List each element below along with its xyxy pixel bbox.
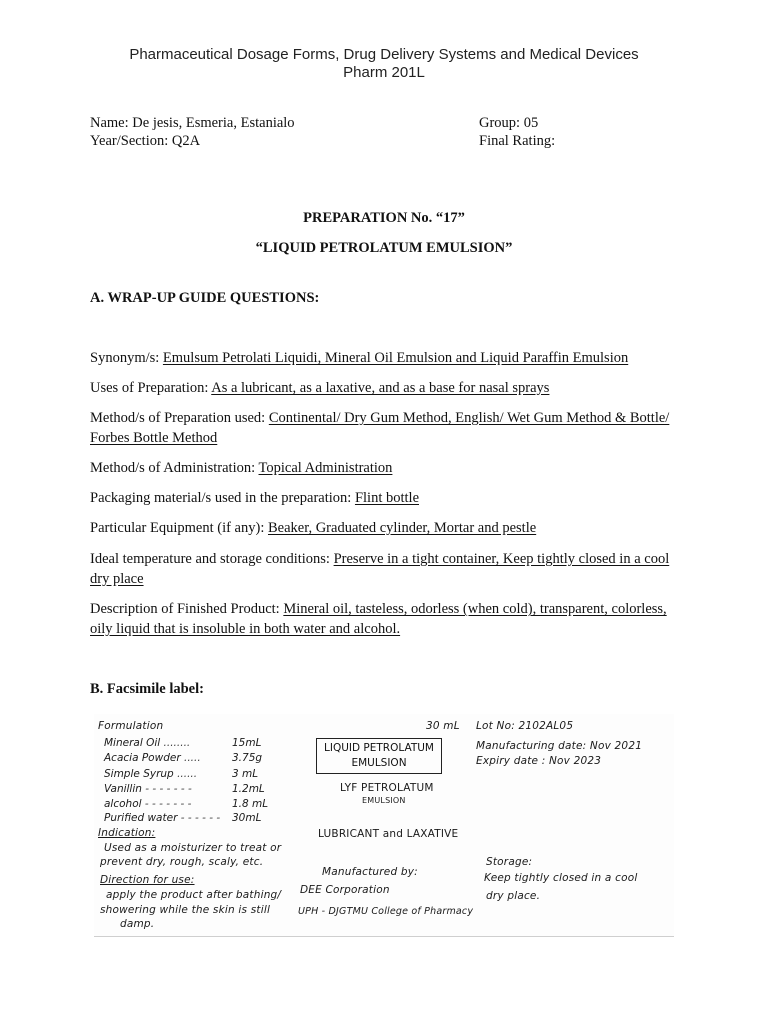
- manufacturing-date: Manufacturing date: Nov 2021: [476, 740, 643, 752]
- group-value: 05: [523, 115, 539, 131]
- manufactured-by: Manufactured by:: [322, 866, 418, 878]
- qa-methods-administration: [90, 458, 680, 478]
- direction-line: damp.: [120, 918, 155, 930]
- qa-uses: [90, 378, 680, 398]
- name-line: [90, 114, 295, 132]
- course-header: [0, 46, 768, 82]
- direction-line: showering while the skin is still: [100, 904, 271, 916]
- qa-answer: Preserve in a tight container, Keep tightly closed in a cool dry place: [90, 551, 670, 587]
- name-label: Name:: [90, 115, 129, 131]
- product-name-line: EMULSION: [351, 757, 407, 769]
- qa-label: Description of Finished Product:: [90, 601, 280, 617]
- qa-label: Uses of Preparation:: [90, 380, 209, 396]
- ingredient-row: Mineral Oil ........ 15mL: [104, 737, 262, 749]
- storage-line: dry place.: [486, 890, 541, 902]
- direction-line: apply the product after bathing/: [106, 889, 282, 901]
- direction-title: Direction for use:: [100, 874, 195, 886]
- qa-answer: Flint bottle: [354, 490, 419, 506]
- rating-line: [479, 132, 555, 150]
- indication-title: Indication:: [98, 827, 156, 839]
- qa-synonyms: [90, 348, 680, 368]
- qa-answer: Emulsum Petrolati Liquidi, Mineral Oil Emulsion and Liquid Paraffin Emulsion: [162, 350, 629, 366]
- facsimile-label: [94, 714, 674, 937]
- company-name: DEE Corporation: [300, 884, 390, 896]
- product-use: LUBRICANT and LAXATIVE: [318, 828, 459, 840]
- qa-label: Synonym/s:: [90, 350, 160, 366]
- qa-answer: Beaker, Graduated cylinder, Mortar and pestle: [267, 520, 537, 536]
- abbrev-name: LYF PETROLATUM: [340, 782, 434, 794]
- school-name: UPH - DJGTMU College of Pharmacy: [298, 906, 474, 917]
- ingredient-row: Simple Syrup ...... 3 mL: [104, 768, 259, 780]
- formulation-title: Formulation: [98, 720, 164, 732]
- section-b-title: B. Facsimile label:: [90, 681, 204, 697]
- course-title: Pharmaceutical Dosage Forms, Drug Delivery Systems and Medical Devices: [129, 46, 639, 63]
- indication-line: Used as a moisturizer to treat or: [104, 842, 282, 854]
- section-label: Year/Section:: [90, 133, 169, 149]
- preparation-number: PREPARATION No. “17”: [303, 210, 465, 226]
- qa-description: [90, 599, 680, 639]
- qa-methods-preparation: [90, 408, 680, 448]
- ingredient-row: Vanillin - - - - - - - 1.2mL: [104, 783, 265, 795]
- qa-label: Particular Equipment (if any):: [90, 520, 265, 536]
- volume: 30 mL: [426, 720, 460, 732]
- group-label: Group:: [479, 115, 521, 131]
- name-value: De jesis, Esmeria, Estanialo: [132, 115, 295, 131]
- qa-storage: [90, 549, 680, 589]
- storage-line: Keep tightly closed in a cool: [484, 872, 638, 884]
- qa-answer: Mineral oil, tasteless, odorless (when cold), transparent, colorless, oily liquid that is insoluble in both water and alcohol.: [90, 601, 667, 637]
- lot-number: Lot No: 2102AL05: [476, 720, 574, 732]
- qa-label: Ideal temperature and storage conditions:: [90, 551, 330, 567]
- qa-label: Method/s of Administration:: [90, 460, 256, 476]
- section-line: [90, 132, 200, 150]
- expiry-date: Expiry date : Nov 2023: [476, 755, 602, 767]
- section-value: Q2A: [171, 133, 201, 149]
- storage-title: Storage:: [486, 856, 533, 868]
- qa-answer: Continental/ Dry Gum Method, English/ Wet Gum Method & Bottle/ Forbes Bottle Method: [90, 410, 670, 446]
- qa-equipment: [90, 518, 680, 538]
- qa-label: Method/s of Preparation used:: [90, 410, 266, 426]
- qa-packaging: [90, 488, 680, 508]
- course-code: Pharm 201L: [343, 64, 425, 81]
- qa-answer: As a lubricant, as a laxative, and as a base for nasal sprays: [211, 380, 550, 396]
- abbrev-name-line2: EMULSION: [362, 796, 406, 805]
- group-line: [479, 114, 538, 132]
- ingredient-row: alcohol - - - - - - - 1.8 mL: [104, 798, 269, 810]
- qa-label: Packaging material/s used in the preparation:: [90, 490, 352, 506]
- ingredient-row: Acacia Powder ..... 3.75g: [104, 752, 263, 764]
- preparation-title: “LIQUID PETROLATUM EMULSION”: [255, 240, 513, 256]
- qa-answer: Topical Administration: [258, 460, 393, 476]
- section-a-title: A. WRAP-UP GUIDE QUESTIONS:: [90, 290, 320, 306]
- product-name-line: LIQUID PETROLATUM: [324, 742, 434, 754]
- indication-line: prevent dry, rough, scaly, etc.: [100, 856, 264, 868]
- product-name-box: [316, 738, 442, 774]
- ingredient-row: Purified water - - - - - - 30mL: [104, 812, 262, 824]
- rating-label: Final Rating:: [479, 133, 556, 149]
